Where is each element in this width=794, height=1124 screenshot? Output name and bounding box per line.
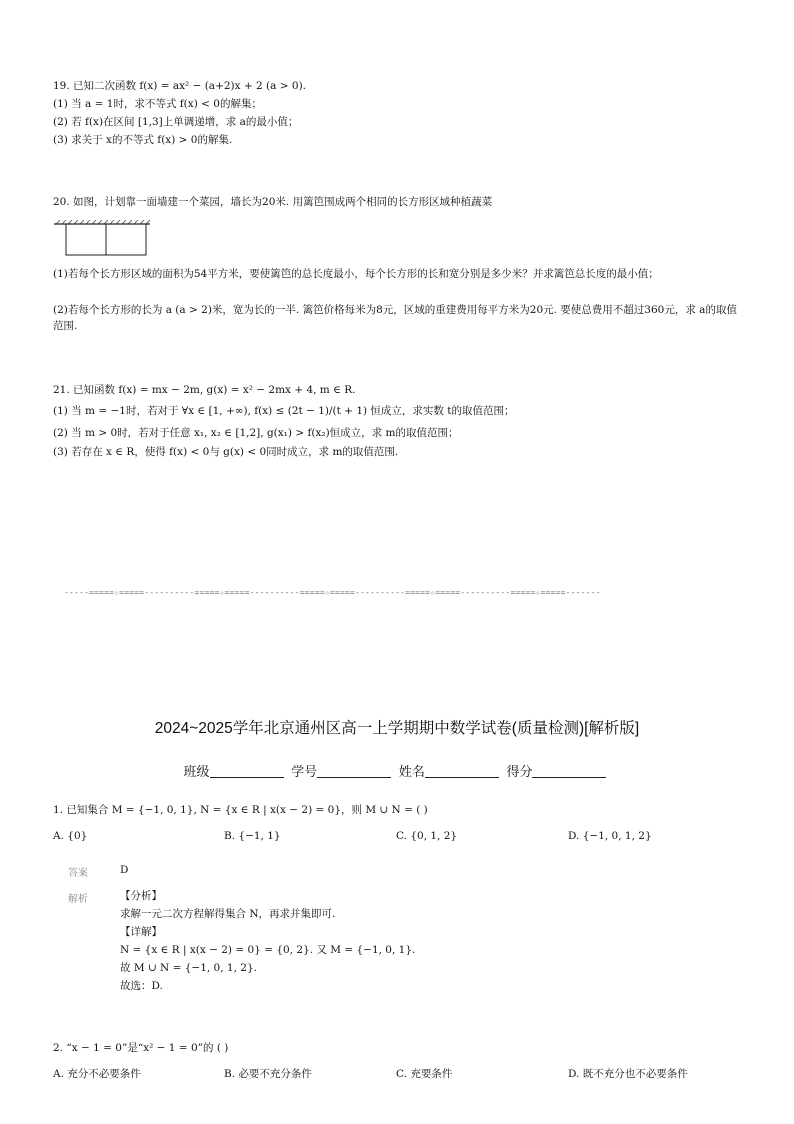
q1-analysis-line: 故选：D.	[120, 980, 163, 992]
q2-option-b[interactable]: B. 必要不充分条件	[224, 1068, 312, 1080]
q1-option-b[interactable]: B. {−1, 1}	[224, 830, 281, 842]
q1-option-d[interactable]: D. {−1, 0, 1, 2}	[568, 830, 652, 842]
q2-option-c[interactable]: C. 充要条件	[396, 1068, 453, 1080]
q1-answer-label: 答案	[68, 868, 88, 879]
q19-part1: (1) 当 a = 1时，求不等式 f(x) < 0的解集；	[53, 98, 262, 110]
field-number-label: 学号	[291, 764, 318, 779]
q19-stem: 19. 已知二次函数 f(x) = ax² − (a+2)x + 2 (a > 0).	[53, 80, 306, 92]
q20-part2: (2)若每个长方形的长为 a (a > 2)米，宽为长的一半. 篱笆价格每米为8元，区域的重建费用每平方米为20元. 要使总费用不超过360元，求 a的取值范围.	[53, 304, 737, 332]
field-name-blank[interactable]	[425, 765, 499, 778]
field-score-label: 得分	[506, 764, 533, 779]
q1-analysis-label: 解析	[68, 894, 88, 905]
q2-stem: 2. “x − 1 = 0”是“x² − 1 = 0”的 ( )	[53, 1042, 229, 1054]
field-class-label: 班级	[183, 764, 210, 779]
section-divider: -----=====☆=====----------=====☆=====----------=====☆=====----------=====☆=====----------=====☆=====-------	[64, 588, 601, 597]
q2-option-d[interactable]: D. 既不充分也不必要条件	[568, 1068, 688, 1080]
q19-part3: (3) 求关于 x的不等式 f(x) > 0的解集.	[53, 134, 233, 146]
field-class-blank[interactable]	[210, 765, 284, 778]
q19-part2: (2) 若 f(x)在区间 [1,3]上单调递增，求 a的最小值；	[53, 116, 299, 128]
q2-option-a[interactable]: A. 充分不必要条件	[53, 1068, 141, 1080]
q1-option-a[interactable]: A. {0}	[53, 830, 88, 842]
q1-analysis-line: N = {x ∈ R | x(x − 2) = 0} = {0, 2}. 又 M = {−1, 0, 1}.	[120, 944, 416, 956]
q1-analysis-line: 【详解】	[120, 926, 162, 938]
q21-part1: (1) 当 m = −1时，若对于 ∀x ∈ [1, +∞), f(x) ≤ (2t − 1)/(t + 1) 恒成立，求实数 t的取值范围；	[53, 405, 515, 417]
q21-part2: (2) 当 m > 0时，若对于任意 x₁, x₂ ∈ [1,2], g(x₁) > f(x₂)恒成立，求 m的取值范围；	[53, 427, 459, 439]
q1-analysis-line: 【分析】	[120, 890, 162, 902]
field-score-blank[interactable]	[532, 765, 606, 778]
q1-analysis-line: 求解一元二次方程解得集合 N，再求并集即可.	[120, 908, 336, 920]
field-number-blank[interactable]	[317, 765, 391, 778]
q1-analysis-line: 故 M ∪ N = {−1, 0, 1, 2}.	[120, 962, 257, 974]
q21-part3: (3) 若存在 x ∈ R，使得 f(x) < 0与 g(x) < 0同时成立，求 m的取值范围.	[53, 446, 399, 458]
garden-diagram	[54, 220, 150, 256]
q1-stem: 1. 已知集合 M = {−1, 0, 1}, N = {x ∈ R | x(x − 2) = 0}，则 M ∪ N = ( )	[53, 804, 428, 816]
page-title: 2024~2025学年北京通州区高一上学期期中数学试卷(质量检测)[解析版]	[154, 720, 640, 737]
field-name-label: 姓名	[398, 764, 425, 779]
q21-stem: 21. 已知函数 f(x) = mx − 2m, g(x) = x² − 2mx + 4, m ∈ R.	[53, 384, 356, 396]
student-info-fields	[0, 761, 794, 780]
q1-option-c[interactable]: C. {0, 1, 2}	[396, 830, 458, 842]
q20-stem: 20. 如图，计划靠一面墙建一个菜园，墙长为20米. 用篱笆围成两个相同的长方形区域种植蔬菜	[53, 196, 493, 208]
q1-answer: D	[120, 864, 129, 876]
q20-part1: (1)若每个长方形区域的面积为54平方米，要使篱笆的总长度最小，每个长方形的长和宽分别是多少米？并求篱笆总长度的最小值；	[53, 268, 659, 280]
